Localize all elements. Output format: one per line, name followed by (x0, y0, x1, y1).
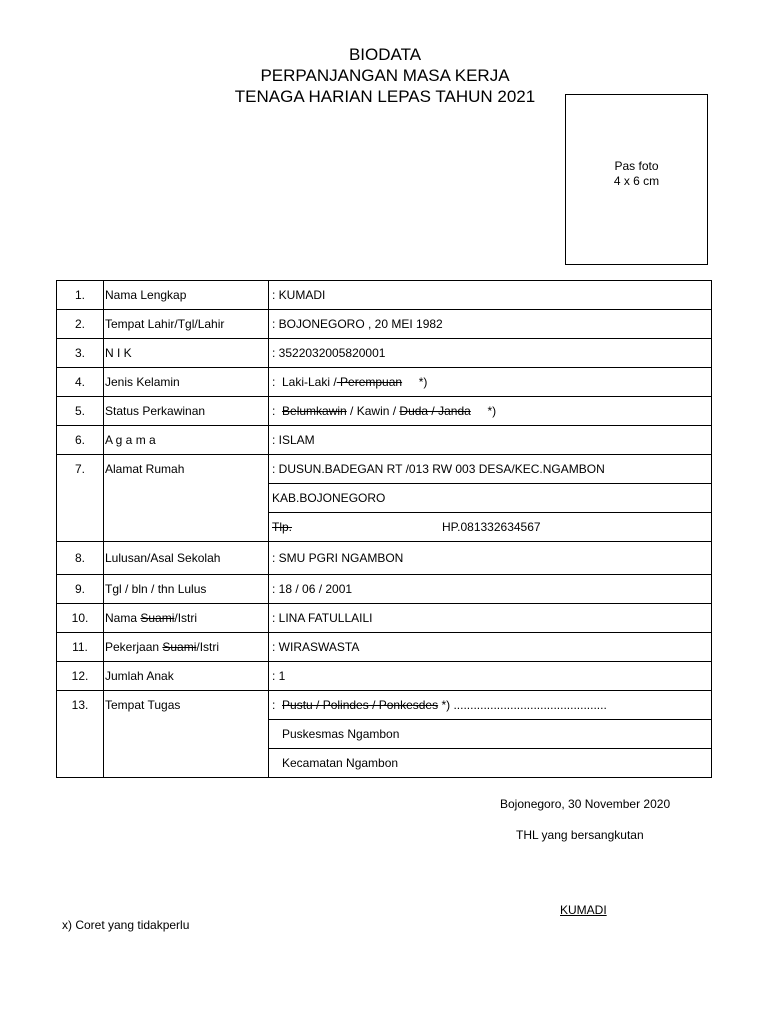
row-value: : SMU PGRI NGAMBON (269, 542, 712, 575)
row-value-continued (269, 720, 712, 749)
row-label: Jenis Kelamin (104, 368, 269, 397)
row-value (269, 691, 712, 720)
footnote-mark: *) (402, 375, 428, 389)
marital-option: / Kawin / (346, 404, 400, 418)
mobile-number: HP.081332634567 (442, 520, 541, 534)
row-number: 7. (57, 455, 104, 542)
phone-label-struck: Tlp. (272, 520, 293, 534)
table-row (57, 368, 712, 397)
table-row (57, 691, 712, 720)
table-row (57, 426, 712, 455)
table-row (57, 339, 712, 368)
row-label: Tgl / bln / thn Lulus (104, 575, 269, 604)
row-value: : KUMADI (269, 281, 712, 310)
row-number: 4. (57, 368, 104, 397)
table-row (57, 455, 712, 484)
table-row (57, 542, 712, 575)
row-value: : DUSUN.BADEGAN RT /013 RW 003 DESA/KEC.NGAMBON (269, 455, 712, 484)
table-row (57, 575, 712, 604)
row-value: : 1 (269, 662, 712, 691)
table-row (57, 662, 712, 691)
title-line-1: BIODATA (348, 45, 422, 64)
photo-size: 4 x 6 cm (613, 174, 660, 188)
row-number: 10. (57, 604, 104, 633)
row-label: Status Perkawinan (104, 397, 269, 426)
row-number: 8. (57, 542, 104, 575)
row-label: Jumlah Anak (104, 662, 269, 691)
row-value: : ISLAM (269, 426, 712, 455)
label-prefix: Pekerjaan (105, 640, 163, 654)
row-number: 12. (57, 662, 104, 691)
row-value (269, 368, 712, 397)
row-number: 2. (57, 310, 104, 339)
row-number: 6. (57, 426, 104, 455)
row-label: Tempat Lahir/Tgl/Lahir (104, 310, 269, 339)
row-label: Nama Lengkap (104, 281, 269, 310)
row-value: : 3522032005820001 (269, 339, 712, 368)
label-struck: Suami (162, 640, 197, 654)
row-value (269, 397, 712, 426)
marital-option-struck: Belumkawin (282, 404, 347, 418)
footnote-mark: *) (470, 404, 497, 418)
row-label (104, 604, 269, 633)
label-suffix: /Istri (174, 611, 198, 625)
row-value: : LINA FATULLAILI (269, 604, 712, 633)
gender-option: : Laki-Laki / (272, 375, 337, 389)
signatory-role: THL yang bersangkutan (516, 828, 644, 842)
marital-option-struck: Duda / Janda (399, 404, 471, 418)
label-suffix: /Istri (196, 640, 220, 654)
footnote: x) Coret yang tidakperlu (62, 918, 190, 932)
row-label: A g a m a (104, 426, 269, 455)
row-value: : BOJONEGORO , 20 MEI 1982 (269, 310, 712, 339)
footnote-dots: *) .............................................. (438, 698, 607, 712)
title-line-2: PERPANJANGAN MASA KERJA (260, 66, 510, 85)
puskesmas-name: Puskesmas Ngambon (282, 727, 400, 741)
photo-placeholder-box (565, 94, 708, 265)
gender-option-struck: Perempuan (336, 375, 403, 389)
row-label: Tempat Tugas (104, 691, 269, 778)
phone-row (269, 513, 712, 542)
row-label (104, 633, 269, 662)
kecamatan-name: Kecamatan Ngambon (282, 756, 399, 770)
document-title (200, 44, 570, 107)
row-label: N I K (104, 339, 269, 368)
value-prefix: : (272, 404, 283, 418)
table-row (57, 633, 712, 662)
row-number: 1. (57, 281, 104, 310)
table-row (57, 310, 712, 339)
label-struck: Suami (140, 611, 175, 625)
row-number: 13. (57, 691, 104, 778)
label-prefix: Nama (105, 611, 141, 625)
table-row (57, 604, 712, 633)
row-number: 5. (57, 397, 104, 426)
row-number: 3. (57, 339, 104, 368)
photo-label: Pas foto (614, 159, 659, 173)
row-label: Lulusan/Asal Sekolah (104, 542, 269, 575)
row-value: : WIRASWASTA (269, 633, 712, 662)
row-value-continued: KAB.BOJONEGORO (269, 484, 712, 513)
signatory-name: KUMADI (560, 903, 607, 917)
row-value: : 18 / 06 / 2001 (269, 575, 712, 604)
table-row (57, 281, 712, 310)
row-number: 9. (57, 575, 104, 604)
value-prefix: : (272, 698, 283, 712)
row-number: 11. (57, 633, 104, 662)
workplace-option-struck: Pustu / Polindes / Ponkesdes (282, 698, 439, 712)
table-row (57, 397, 712, 426)
biodata-table (56, 280, 712, 778)
row-value-continued (269, 749, 712, 778)
place-date: Bojonegoro, 30 November 2020 (500, 797, 671, 811)
title-line-3: TENAGA HARIAN LEPAS TAHUN 2021 (234, 87, 536, 106)
row-label: Alamat Rumah (104, 455, 269, 542)
